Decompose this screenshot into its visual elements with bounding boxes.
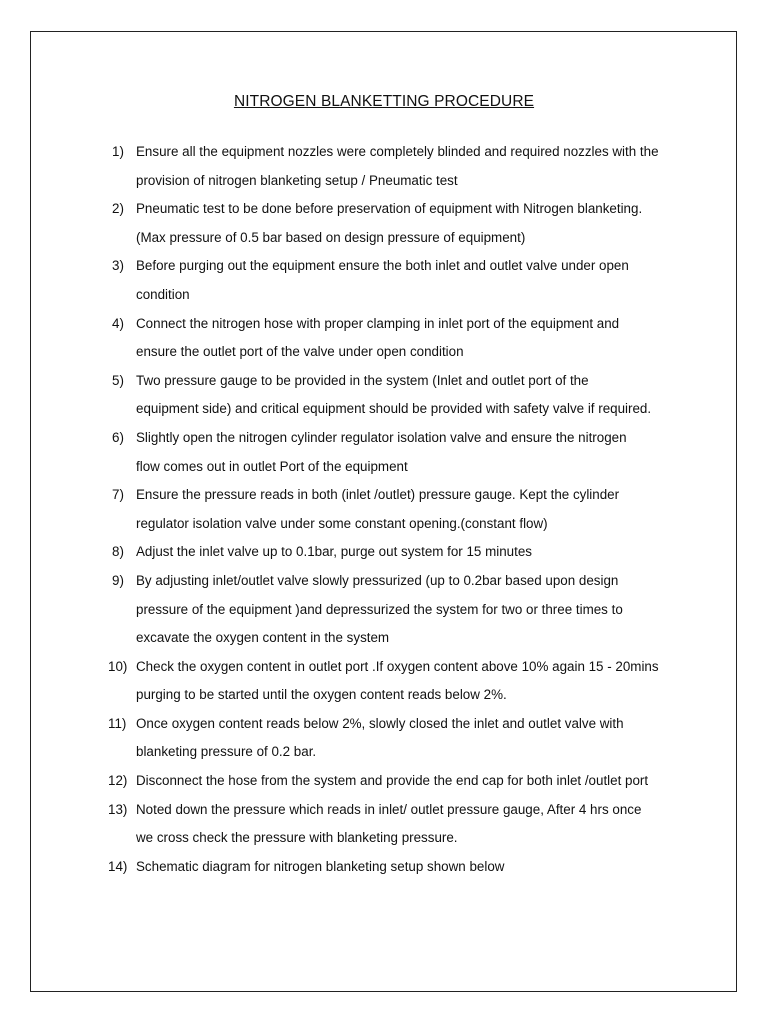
step-text-line: Before purging out the equipment ensure the both inlet and outlet valve under open [136,258,629,274]
procedure-step [108,853,712,882]
step-text-line: Schematic diagram for nitrogen blanketing setup shown below [136,858,505,874]
step-text-line: flow comes out in outlet Port of the equipment [136,458,408,474]
procedure-step [112,481,712,538]
procedure-step [112,367,712,424]
step-number: 5) [112,372,124,388]
procedure-step [112,567,712,653]
step-text-line: Ensure the pressure reads in both (inlet /outlet) pressure gauge. Kept the cylinder [136,487,620,503]
procedure-step [108,710,712,767]
step-text-line: Two pressure gauge to be provided in the system (Inlet and outlet port of the [136,372,589,388]
step-text-line: Noted down the pressure which reads in inlet/ outlet pressure gauge, After 4 hrs once [136,801,642,817]
step-text-line: provision of nitrogen blanketing setup / Pneumatic test [136,172,458,188]
procedure-step [112,538,712,567]
step-number: 2) [112,201,124,217]
step-number: 11) [108,715,127,731]
step-number: 7) [112,487,124,503]
step-number: 14) [108,858,128,874]
step-number: 3) [112,258,124,274]
step-text-line: Adjust the inlet valve up to 0.1bar, purge out system for 15 minutes [136,544,532,560]
step-text-line: Connect the nitrogen hose with proper clamping in inlet port of the equipment and [136,315,620,331]
step-text-line: excavate the oxygen content in the system [136,630,390,646]
step-text-line: Pneumatic test to be done before preservation of equipment with Nitrogen blanketing. [136,201,643,217]
step-text-line: (Max pressure of 0.5 bar based on design pressure of equipment) [136,229,526,245]
step-number: 6) [112,429,124,445]
step-text-line: Once oxygen content reads below 2%, slowly closed the inlet and outlet valve with [136,715,624,731]
step-number: 8) [112,544,124,560]
procedure-step [112,138,712,195]
procedure-step [108,767,712,796]
step-number: 4) [112,315,124,331]
step-text-line: purging to be started until the oxygen content reads below 2%. [136,687,507,703]
step-text-line: Check the oxygen content in outlet port .If oxygen content above 10% again 15 - 20mins [136,658,659,674]
step-number: 13) [108,801,128,817]
step-text-line: regulator isolation valve under some constant opening.(constant flow) [136,515,548,531]
step-text-line: By adjusting inlet/outlet valve slowly pressurized (up to 0.2bar based upon design [136,572,619,588]
procedure-step [112,195,712,252]
step-text-line: we cross check the pressure with blanketing pressure. [136,830,458,846]
procedure-steps [108,138,712,881]
procedure-step [112,424,712,481]
step-number: 12) [108,773,128,789]
step-number: 1) [112,144,124,159]
procedure-step [108,796,712,853]
step-text-line: Disconnect the hose from the system and provide the end cap for both inlet /outlet port [136,773,649,789]
step-text-line: blanketing pressure of 0.2 bar. [136,744,317,760]
step-text-line: Slightly open the nitrogen cylinder regulator isolation valve and ensure the nitrogen [136,429,627,445]
step-number: 9) [112,572,124,588]
procedure-step [108,653,712,710]
step-text-line: pressure of the equipment )and depressurized the system for two or three times to [136,601,623,617]
procedure-step [112,252,712,309]
step-text-line: condition [136,286,190,302]
document-title: NITROGEN BLANKETTING PROCEDURE [233,93,535,110]
step-text-line: equipment side) and critical equipment should be provided with safety valve if required. [136,401,652,417]
step-text-line: Ensure all the equipment nozzles were completely blinded and required nozzles with the [136,144,659,159]
procedure-step [112,310,712,367]
step-number: 10) [108,658,128,674]
step-text-line: ensure the outlet port of the valve under open condition [136,344,464,360]
